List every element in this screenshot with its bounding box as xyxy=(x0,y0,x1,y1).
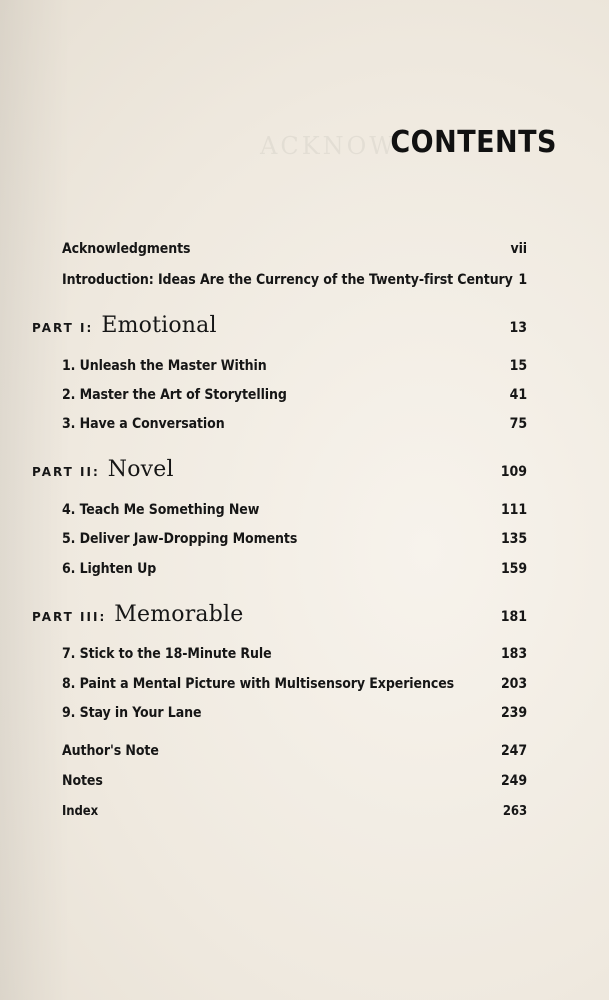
toc-chapter-entry xyxy=(62,416,527,432)
toc-entry-notes xyxy=(62,773,527,789)
toc-page-number: 1 xyxy=(518,272,527,288)
toc-entry-label: 8. Paint a Mental Picture with Multisensory Experiences xyxy=(62,676,455,692)
toc-page-number: vii xyxy=(510,241,527,257)
toc-entry-label: 1. Unleash the Master Within xyxy=(62,358,267,374)
part-label: PART II: xyxy=(32,465,100,479)
toc-entry-label: 6. Lighten Up xyxy=(62,561,157,577)
toc-entry-label: 5. Deliver Jaw-Dropping Moments xyxy=(62,531,298,547)
show-through-heading: ACKNOW xyxy=(260,132,397,160)
toc-entry-label: Index xyxy=(62,804,99,819)
toc-chapter-entry xyxy=(62,676,527,692)
toc-chapter-entry xyxy=(62,502,527,518)
page-title: CONTENTS xyxy=(390,125,557,160)
toc-entry-label: 7. Stick to the 18-Minute Rule xyxy=(62,646,272,662)
part-label: PART I: xyxy=(32,321,94,335)
toc-entry-label: 3. Have a Conversation xyxy=(62,416,225,432)
toc-chapter-entry xyxy=(62,705,527,721)
toc-entry-index xyxy=(62,804,527,819)
toc-page-number: 75 xyxy=(509,416,527,432)
toc-page-number: 247 xyxy=(501,743,527,759)
toc-page-number: 159 xyxy=(501,561,527,577)
toc-page-number: 203 xyxy=(501,676,527,692)
toc-chapter-entry xyxy=(62,358,527,374)
toc-page-number: 41 xyxy=(509,387,527,403)
toc-entry-label: 2. Master the Art of Storytelling xyxy=(62,387,287,403)
toc-chapter-entry xyxy=(62,531,527,547)
toc-page-number: 239 xyxy=(501,705,527,721)
toc-page-number: 111 xyxy=(501,502,527,518)
toc-entry-label: Introduction: Ideas Are the Currency of the Twenty-first Century xyxy=(62,272,513,288)
toc-part-heading xyxy=(32,602,527,627)
toc-entry-label: Acknowledgments xyxy=(62,241,191,257)
toc-entry-label: Notes xyxy=(62,773,103,789)
toc-entry-introduction xyxy=(62,272,527,288)
toc-entry-authors-note xyxy=(62,743,527,759)
toc-chapter-entry xyxy=(62,561,527,577)
toc-page-number: 249 xyxy=(501,773,527,789)
part-title: Novel xyxy=(107,457,174,482)
toc-page-number: 109 xyxy=(500,464,527,480)
toc-entry-acknowledgments xyxy=(62,241,527,257)
toc-part-heading xyxy=(32,457,527,482)
part-title: Memorable xyxy=(114,602,244,627)
part-label: PART III: xyxy=(32,610,107,624)
toc-entry-label: Author's Note xyxy=(62,743,159,759)
toc-page-number: 183 xyxy=(501,646,527,662)
toc-page-number: 15 xyxy=(509,358,527,374)
toc-entry-label: 4. Teach Me Something New xyxy=(62,502,260,518)
toc-page-number: 135 xyxy=(501,531,527,547)
toc-part-heading xyxy=(32,313,527,338)
toc-chapter-entry xyxy=(62,387,527,403)
toc-page-number: 263 xyxy=(502,804,527,819)
toc-page-number: 181 xyxy=(500,609,527,625)
toc-page-number: 13 xyxy=(509,320,527,336)
toc-entry-label: 9. Stay in Your Lane xyxy=(62,705,202,721)
toc-chapter-entry xyxy=(62,646,527,662)
part-title: Emotional xyxy=(101,313,217,338)
